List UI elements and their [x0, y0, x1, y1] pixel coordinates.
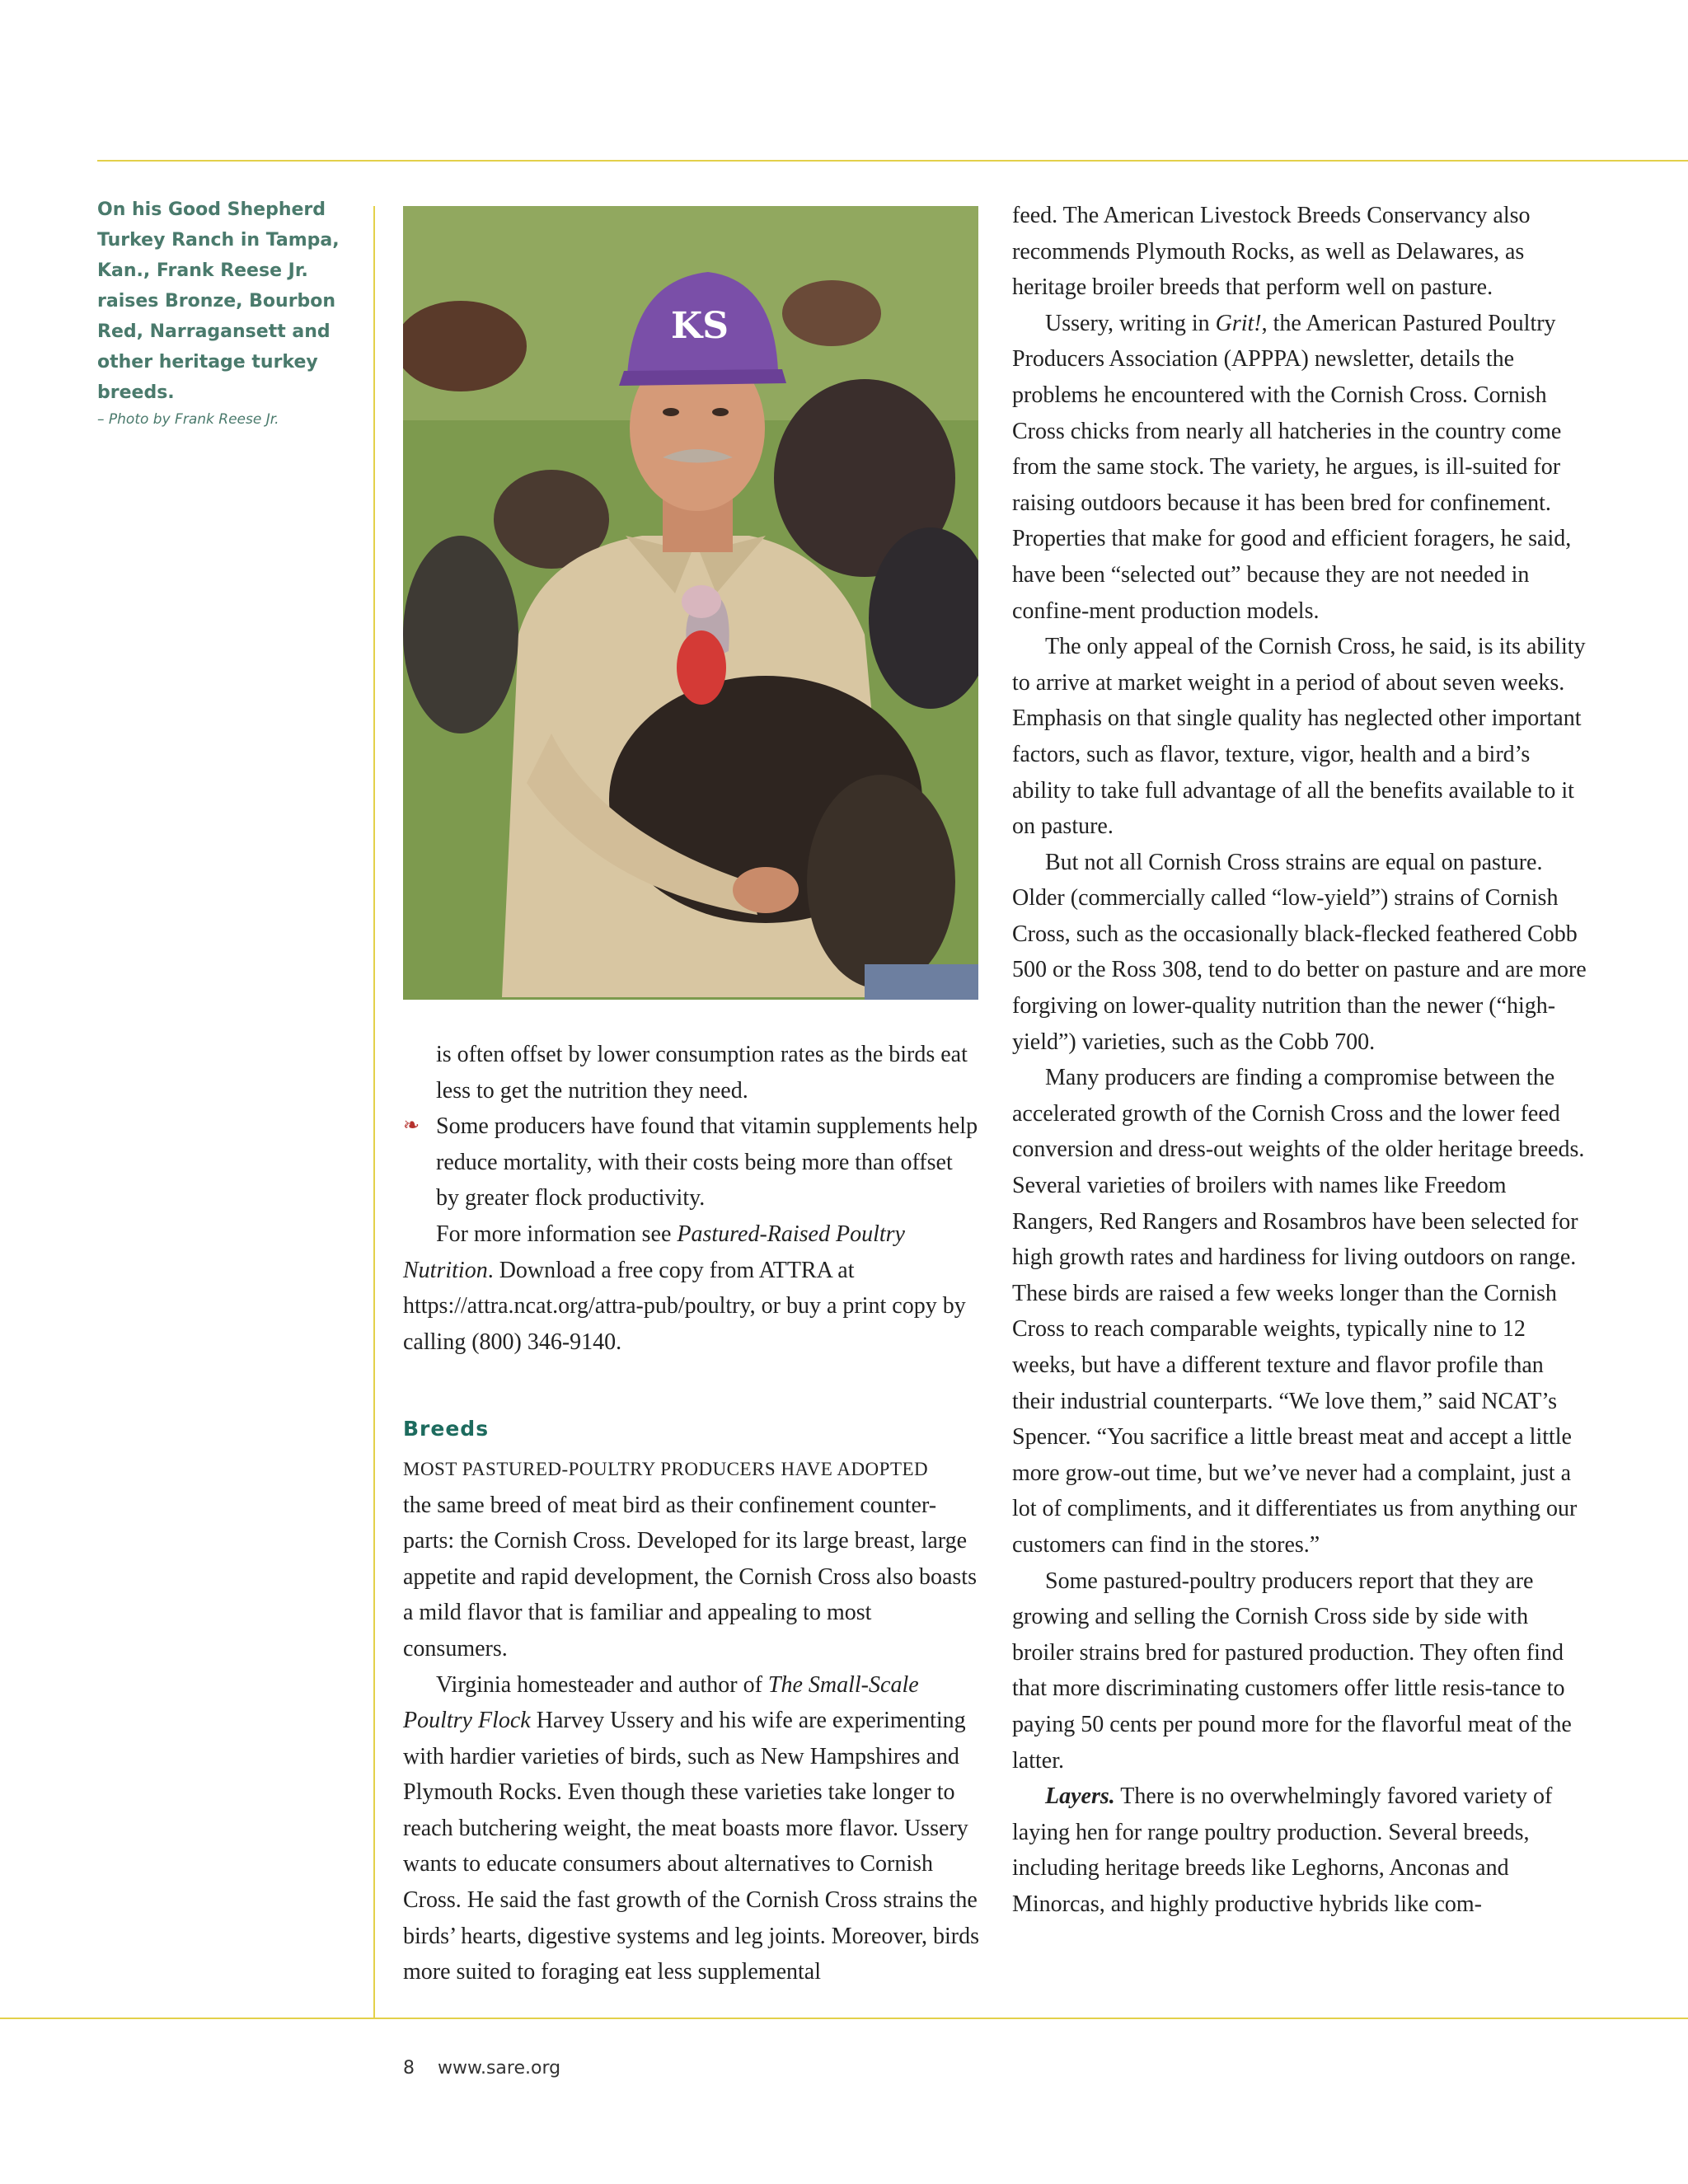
footer-url: www.sare.org [438, 2058, 561, 2079]
more-info-pre: For more information see [436, 1221, 678, 1247]
page-number: 8 [403, 2058, 415, 2079]
paragraph-more-info [403, 1216, 980, 1360]
bullet-item [403, 1108, 980, 1216]
paragraph-layers [1012, 1779, 1589, 1922]
breeds-lead-in: MOST PASTURED-POULTRY PRODUCERS HAVE ADOPTED [403, 1458, 929, 1479]
more-info-post: . Download a free copy from ATTRA at https://attra.ncat.org/attra-pub/poultry, or buy a print copy by calling (800) 346-9140. [403, 1257, 966, 1355]
ussery-post: , the American Pastured Poultry Producers Association (APPPA) newsletter, details the problems he encountered with the Cornish Cross. Cornish Cross chicks from nearly all hatcheries in the country come from the same stock. The variety, he argues, is ill-suited for raising outdoors because it has been bred for confinement. Properties that make for good and efficient foragers, he said, have been “selected out” because they are not needed in confine-ment production models. [1012, 310, 1572, 624]
virginia-post: Harvey Ussery and his wife are experimenting with hardier varieties of birds, such as New Hampshires and Plymouth Rocks. Even though these varieties take longer to reach butchering weight, the meat boasts more flavor. Ussery wants to educate consumers about alternatives to Cornish Cross. He said the fast growth of the Cornish Cross strains the birds’ hearts, digestive systems and leg joints. Moreover, birds more suited to foraging eat less supplemental [403, 1708, 980, 1985]
photo-caption: On his Good Shepherd Turkey Ranch in Tampa, Kan., Frank Reese Jr. raises Bronze, Bourbon Red, Narragansett and other heritage turkey breeds. [97, 199, 340, 403]
breeds-text: the same breed of meat bird as their confinement counter-parts: the Cornish Cross. Developed for its large breast, large appetite and rapid development, the Cornish Cross also boasts a mild flavor that is familiar and appealing to most consumers. [403, 1492, 977, 1661]
ussery-pre: Ussery, writing in [1045, 310, 1216, 336]
layers-text: There is no overwhelmingly favored variety of laying hen for range poultry production. Several breeds, including heritage breeds like Leghorns, Anconas and Minorcas, and highly productive hybrids like com- [1012, 1783, 1553, 1917]
bullet-text: Some producers have found that vitamin supplements help reduce mortality, with their costs being more than offset by greater flock productivity. [436, 1113, 978, 1212]
top-rule [97, 160, 1688, 162]
paragraph-ussery [1012, 306, 1589, 629]
section-heading-breeds: Breeds [403, 1417, 490, 1441]
column-divider [373, 206, 375, 2018]
paragraph: The only appeal of the Cornish Cross, he said, is its ability to arrive at market weight in a period of about seven weeks. Emphasis on that single quality has neglected other important factors, such as flavor, texture, vigor, health and a bird’s ability to take full advantage of all the benefits available to it on pasture. [1012, 634, 1586, 840]
newsletter-title: Grit! [1215, 310, 1262, 336]
book-title: The Small-Scale Poultry Flock [403, 1671, 919, 1734]
layers-label: Layers. [1045, 1783, 1115, 1810]
photo-credit: – Photo by Frank Reese Jr. [97, 411, 279, 428]
paragraph: is often offset by lower consumption rates as the birds eat less to get the nutrition they need. [436, 1042, 968, 1104]
more-info-title: Pastured-Raised Poultry Nutrition [403, 1221, 905, 1283]
paragraph-virginia [403, 1667, 980, 1990]
leaf-bullet-icon: ❧ [403, 1115, 420, 1137]
right-column [1012, 198, 1589, 1923]
paragraph: Many producers are finding a compromise between the accelerated growth of the Cornish Cross and the lower feed conversion and dress-out weights of the older heritage breeds. Several varieties of broilers with names like Freedom Rangers, Red Rangers and Rosambros have been selected for high growth rates and hardiness for living outdoors on range. These birds are raised a few weeks longer than the Cornish Cross to reach comparable weights, typically nine to 12 weeks, but have a different texture and flavor profile than their industrial counterparts. “We love them,” said NCAT’s Spencer. “You sacrifice a little breast meat and accept a little more grow-out time, but we’ve never had a complaint, just a lot of compliments, and it differentiates us from anything our customers can find in the stores.” [1012, 1065, 1585, 1558]
bottom-rule [0, 2018, 1688, 2019]
farmer-with-turkey-photo [403, 206, 978, 1000]
paragraph: But not all Cornish Cross strains are equal on pasture. Older (commercially called “low-yield”) strains of Cornish Cross, such as the occasionally black-flecked feathered Cobb 500 or the Ross 308, tend to do better on pasture and are more forgiving on lower-quality nutrition than the newer (“high-yield”) varieties, such as the Cobb 700. [1012, 849, 1587, 1055]
paragraph: feed. The American Livestock Breeds Conservancy also recommends Plymouth Rocks, as well as Delawares, as heritage broiler breeds that perform well on pasture. [1012, 203, 1531, 301]
paragraph-breeds [403, 1451, 980, 1667]
middle-column [403, 1037, 980, 1990]
paragraph: Some pastured-poultry producers report that they are growing and selling the Cornish Cross side by side with broiler strains bred for pastured production. They often find that more discriminating customers offer little resis-tance to paying 50 cents per pound more for the flavorful meat of the latter. [1012, 1568, 1572, 1774]
cap-logo-text: KS [670, 305, 729, 347]
virginia-pre: Virginia homesteader and author of [436, 1671, 768, 1698]
